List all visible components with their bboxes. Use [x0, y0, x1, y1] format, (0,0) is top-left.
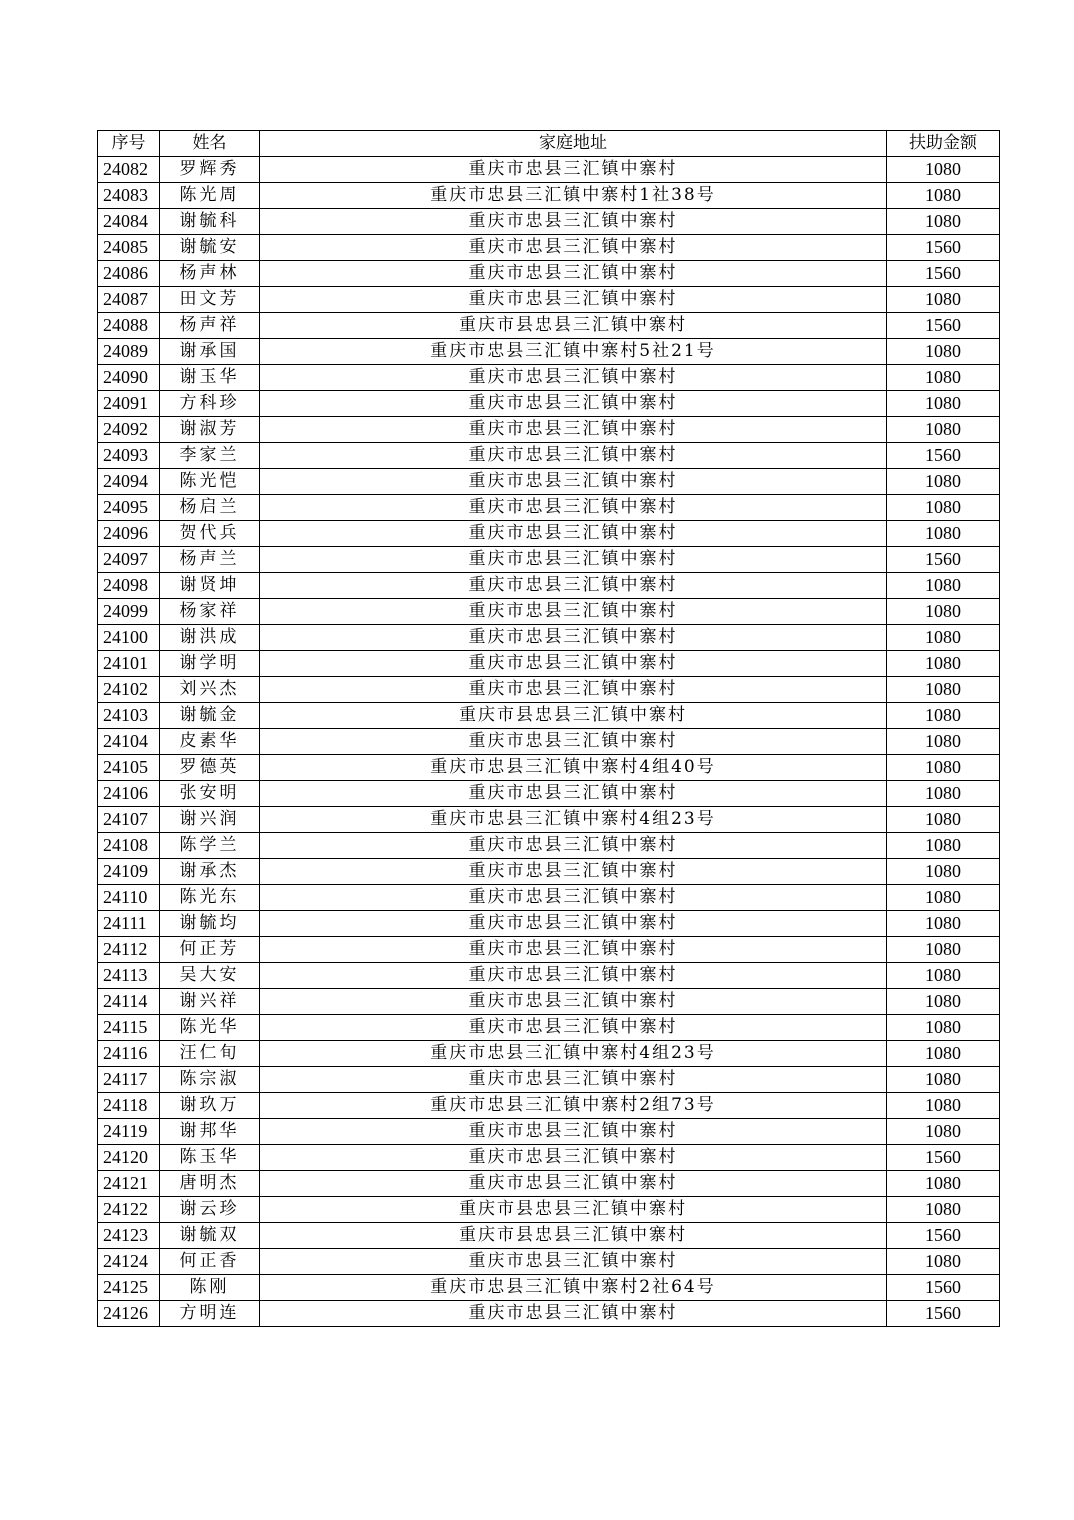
row-seq: 24104	[98, 729, 160, 755]
row-name: 贺代兵	[160, 521, 260, 547]
row-amount: 1080	[887, 1171, 1000, 1197]
row-amount: 1080	[887, 885, 1000, 911]
row-name: 田文芳	[160, 287, 260, 313]
row-address: 重庆市县忠县三汇镇中寨村	[260, 703, 887, 729]
row-seq: 24100	[98, 625, 160, 651]
table-row	[98, 625, 1000, 651]
row-amount: 1080	[887, 469, 1000, 495]
row-name: 谢毓金	[160, 703, 260, 729]
table-row	[98, 157, 1000, 183]
row-name: 陈光恺	[160, 469, 260, 495]
table-row	[98, 937, 1000, 963]
row-seq: 24098	[98, 573, 160, 599]
row-amount: 1080	[887, 963, 1000, 989]
header-row	[98, 131, 1000, 157]
table-row	[98, 1067, 1000, 1093]
table-row	[98, 495, 1000, 521]
table-row	[98, 183, 1000, 209]
row-seq: 24110	[98, 885, 160, 911]
row-name: 陈光华	[160, 1015, 260, 1041]
table-row	[98, 1249, 1000, 1275]
header-name: 姓名	[160, 131, 260, 157]
row-amount: 1080	[887, 391, 1000, 417]
row-name: 皮素华	[160, 729, 260, 755]
table-row	[98, 1145, 1000, 1171]
table-row	[98, 1093, 1000, 1119]
row-name: 陈宗淑	[160, 1067, 260, 1093]
row-seq: 24125	[98, 1275, 160, 1301]
row-address: 重庆市忠县三汇镇中寨村	[260, 729, 887, 755]
table-row	[98, 1171, 1000, 1197]
table-row	[98, 1119, 1000, 1145]
row-amount: 1560	[887, 1275, 1000, 1301]
row-amount: 1080	[887, 209, 1000, 235]
row-name: 谢毓均	[160, 911, 260, 937]
row-address: 重庆市忠县三汇镇中寨村4组23号	[260, 1041, 887, 1067]
row-address: 重庆市忠县三汇镇中寨村	[260, 365, 887, 391]
table-row	[98, 703, 1000, 729]
row-seq: 24102	[98, 677, 160, 703]
row-amount: 1080	[887, 937, 1000, 963]
row-amount: 1080	[887, 625, 1000, 651]
row-amount: 1080	[887, 781, 1000, 807]
row-seq: 24123	[98, 1223, 160, 1249]
row-name: 谢贤坤	[160, 573, 260, 599]
row-seq: 24122	[98, 1197, 160, 1223]
table-row	[98, 807, 1000, 833]
row-address: 重庆市忠县三汇镇中寨村4组23号	[260, 807, 887, 833]
row-amount: 1560	[887, 1223, 1000, 1249]
row-name: 谢邦华	[160, 1119, 260, 1145]
table-row	[98, 469, 1000, 495]
row-name: 何正芳	[160, 937, 260, 963]
row-amount: 1080	[887, 573, 1000, 599]
row-amount: 1080	[887, 1015, 1000, 1041]
row-seq: 24097	[98, 547, 160, 573]
table-row	[98, 1223, 1000, 1249]
table-row	[98, 859, 1000, 885]
row-address: 重庆市忠县三汇镇中寨村	[260, 261, 887, 287]
row-address: 重庆市忠县三汇镇中寨村	[260, 1171, 887, 1197]
row-address: 重庆市忠县三汇镇中寨村	[260, 1119, 887, 1145]
row-name: 谢洪成	[160, 625, 260, 651]
table-row	[98, 963, 1000, 989]
row-seq: 24126	[98, 1301, 160, 1327]
row-seq: 24090	[98, 365, 160, 391]
row-address: 重庆市忠县三汇镇中寨村	[260, 287, 887, 313]
row-amount: 1080	[887, 1119, 1000, 1145]
row-address: 重庆市忠县三汇镇中寨村	[260, 651, 887, 677]
row-name: 谢兴祥	[160, 989, 260, 1015]
row-name: 谢兴润	[160, 807, 260, 833]
table-row	[98, 287, 1000, 313]
header-seq: 序号	[98, 131, 160, 157]
row-name: 谢毓安	[160, 235, 260, 261]
row-name: 谢淑芳	[160, 417, 260, 443]
row-address: 重庆市忠县三汇镇中寨村	[260, 391, 887, 417]
table-row	[98, 1041, 1000, 1067]
table-row	[98, 911, 1000, 937]
row-amount: 1080	[887, 833, 1000, 859]
row-name: 李家兰	[160, 443, 260, 469]
row-seq: 24124	[98, 1249, 160, 1275]
row-name: 陈玉华	[160, 1145, 260, 1171]
row-address: 重庆市忠县三汇镇中寨村	[260, 1249, 887, 1275]
row-amount: 1080	[887, 1249, 1000, 1275]
row-amount: 1560	[887, 235, 1000, 261]
row-address: 重庆市忠县三汇镇中寨村	[260, 677, 887, 703]
row-address: 重庆市忠县三汇镇中寨村	[260, 1015, 887, 1041]
row-address: 重庆市县忠县三汇镇中寨村	[260, 1197, 887, 1223]
row-seq: 24087	[98, 287, 160, 313]
row-amount: 1080	[887, 417, 1000, 443]
row-amount: 1560	[887, 261, 1000, 287]
table-row	[98, 1301, 1000, 1327]
table-row	[98, 235, 1000, 261]
table-row	[98, 885, 1000, 911]
row-address: 重庆市忠县三汇镇中寨村	[260, 937, 887, 963]
row-name: 杨声祥	[160, 313, 260, 339]
table-row	[98, 573, 1000, 599]
row-address: 重庆市忠县三汇镇中寨村	[260, 911, 887, 937]
row-address: 重庆市忠县三汇镇中寨村	[260, 781, 887, 807]
table-row	[98, 755, 1000, 781]
row-address: 重庆市忠县三汇镇中寨村	[260, 521, 887, 547]
row-name: 何正香	[160, 1249, 260, 1275]
row-amount: 1080	[887, 989, 1000, 1015]
row-name: 唐明杰	[160, 1171, 260, 1197]
row-name: 谢毓双	[160, 1223, 260, 1249]
row-address: 重庆市忠县三汇镇中寨村4组40号	[260, 755, 887, 781]
row-seq: 24114	[98, 989, 160, 1015]
table-row	[98, 391, 1000, 417]
row-name: 谢承国	[160, 339, 260, 365]
table-row	[98, 781, 1000, 807]
row-seq: 24113	[98, 963, 160, 989]
row-address: 重庆市忠县三汇镇中寨村	[260, 599, 887, 625]
row-address: 重庆市忠县三汇镇中寨村1社38号	[260, 183, 887, 209]
row-address: 重庆市忠县三汇镇中寨村	[260, 573, 887, 599]
row-name: 汪仁旬	[160, 1041, 260, 1067]
table-row	[98, 1197, 1000, 1223]
row-address: 重庆市忠县三汇镇中寨村	[260, 833, 887, 859]
row-name: 杨声林	[160, 261, 260, 287]
row-address: 重庆市忠县三汇镇中寨村	[260, 417, 887, 443]
row-amount: 1080	[887, 1197, 1000, 1223]
table-row	[98, 1275, 1000, 1301]
row-amount: 1080	[887, 1041, 1000, 1067]
row-seq: 24107	[98, 807, 160, 833]
row-amount: 1080	[887, 911, 1000, 937]
row-seq: 24088	[98, 313, 160, 339]
row-address: 重庆市县忠县三汇镇中寨村	[260, 313, 887, 339]
row-address: 重庆市忠县三汇镇中寨村	[260, 235, 887, 261]
row-seq: 24085	[98, 235, 160, 261]
row-amount: 1080	[887, 755, 1000, 781]
row-amount: 1080	[887, 1067, 1000, 1093]
row-name: 杨声兰	[160, 547, 260, 573]
row-name: 杨家祥	[160, 599, 260, 625]
row-amount: 1560	[887, 313, 1000, 339]
row-amount: 1080	[887, 703, 1000, 729]
row-address: 重庆市忠县三汇镇中寨村	[260, 547, 887, 573]
row-amount: 1560	[887, 1145, 1000, 1171]
row-seq: 24092	[98, 417, 160, 443]
table-row	[98, 365, 1000, 391]
row-address: 重庆市忠县三汇镇中寨村	[260, 859, 887, 885]
row-name: 陈光东	[160, 885, 260, 911]
row-address: 重庆市忠县三汇镇中寨村	[260, 1301, 887, 1327]
row-amount: 1080	[887, 183, 1000, 209]
table-row	[98, 443, 1000, 469]
row-amount: 1080	[887, 677, 1000, 703]
row-amount: 1080	[887, 521, 1000, 547]
row-amount: 1080	[887, 287, 1000, 313]
row-address: 重庆市忠县三汇镇中寨村	[260, 209, 887, 235]
table-row	[98, 547, 1000, 573]
row-address: 重庆市忠县三汇镇中寨村	[260, 495, 887, 521]
row-seq: 24117	[98, 1067, 160, 1093]
header-address: 家庭地址	[260, 131, 887, 157]
row-name: 杨启兰	[160, 495, 260, 521]
row-amount: 1080	[887, 599, 1000, 625]
row-address: 重庆市忠县三汇镇中寨村	[260, 443, 887, 469]
table-row	[98, 1015, 1000, 1041]
row-amount: 1560	[887, 1301, 1000, 1327]
row-seq: 24093	[98, 443, 160, 469]
row-name: 张安明	[160, 781, 260, 807]
row-amount: 1080	[887, 339, 1000, 365]
row-seq: 24096	[98, 521, 160, 547]
row-seq: 24105	[98, 755, 160, 781]
table-body	[98, 157, 1000, 1327]
table-row	[98, 989, 1000, 1015]
row-name: 谢承杰	[160, 859, 260, 885]
row-seq: 24108	[98, 833, 160, 859]
row-seq: 24116	[98, 1041, 160, 1067]
row-seq: 24084	[98, 209, 160, 235]
row-address: 重庆市忠县三汇镇中寨村2组73号	[260, 1093, 887, 1119]
row-name: 陈学兰	[160, 833, 260, 859]
row-amount: 1080	[887, 1093, 1000, 1119]
row-name: 谢毓科	[160, 209, 260, 235]
row-address: 重庆市忠县三汇镇中寨村	[260, 157, 887, 183]
row-address: 重庆市忠县三汇镇中寨村5社21号	[260, 339, 887, 365]
row-name: 方科珍	[160, 391, 260, 417]
table-row	[98, 261, 1000, 287]
row-seq: 24112	[98, 937, 160, 963]
row-amount: 1080	[887, 157, 1000, 183]
row-address: 重庆市忠县三汇镇中寨村	[260, 1145, 887, 1171]
header-amount: 扶助金额	[887, 131, 1000, 157]
row-seq: 24095	[98, 495, 160, 521]
row-seq: 24082	[98, 157, 160, 183]
row-name: 罗德英	[160, 755, 260, 781]
row-seq: 24106	[98, 781, 160, 807]
row-seq: 24118	[98, 1093, 160, 1119]
row-amount: 1080	[887, 729, 1000, 755]
table-row	[98, 651, 1000, 677]
row-name: 吴大安	[160, 963, 260, 989]
row-amount: 1560	[887, 443, 1000, 469]
table-row	[98, 833, 1000, 859]
row-seq: 24091	[98, 391, 160, 417]
row-address: 重庆市忠县三汇镇中寨村	[260, 885, 887, 911]
row-seq: 24119	[98, 1119, 160, 1145]
row-name: 谢玖万	[160, 1093, 260, 1119]
row-name: 谢云珍	[160, 1197, 260, 1223]
row-name: 陈刚	[160, 1275, 260, 1301]
row-seq: 24099	[98, 599, 160, 625]
row-seq: 24083	[98, 183, 160, 209]
table-row	[98, 521, 1000, 547]
row-seq: 24103	[98, 703, 160, 729]
row-address: 重庆市忠县三汇镇中寨村	[260, 963, 887, 989]
row-name: 罗辉秀	[160, 157, 260, 183]
row-amount: 1080	[887, 859, 1000, 885]
row-seq: 24094	[98, 469, 160, 495]
table-row	[98, 339, 1000, 365]
row-address: 重庆市县忠县三汇镇中寨村	[260, 1223, 887, 1249]
row-name: 陈光周	[160, 183, 260, 209]
table-row	[98, 677, 1000, 703]
row-amount: 1080	[887, 365, 1000, 391]
row-amount: 1080	[887, 651, 1000, 677]
table-row	[98, 313, 1000, 339]
row-address: 重庆市忠县三汇镇中寨村	[260, 469, 887, 495]
table-row	[98, 599, 1000, 625]
row-seq: 24101	[98, 651, 160, 677]
row-seq: 24121	[98, 1171, 160, 1197]
row-amount: 1080	[887, 495, 1000, 521]
table-row	[98, 417, 1000, 443]
table-row	[98, 209, 1000, 235]
row-seq: 24115	[98, 1015, 160, 1041]
row-name: 刘兴杰	[160, 677, 260, 703]
row-name: 谢学明	[160, 651, 260, 677]
row-address: 重庆市忠县三汇镇中寨村	[260, 1067, 887, 1093]
row-seq: 24109	[98, 859, 160, 885]
subsidy-table	[97, 130, 1000, 1327]
row-address: 重庆市忠县三汇镇中寨村2社64号	[260, 1275, 887, 1301]
row-name: 谢玉华	[160, 365, 260, 391]
row-amount: 1080	[887, 807, 1000, 833]
row-address: 重庆市忠县三汇镇中寨村	[260, 989, 887, 1015]
row-amount: 1560	[887, 547, 1000, 573]
row-seq: 24089	[98, 339, 160, 365]
table-row	[98, 729, 1000, 755]
row-seq: 24111	[98, 911, 160, 937]
row-seq: 24120	[98, 1145, 160, 1171]
row-name: 方明连	[160, 1301, 260, 1327]
row-seq: 24086	[98, 261, 160, 287]
row-address: 重庆市忠县三汇镇中寨村	[260, 625, 887, 651]
